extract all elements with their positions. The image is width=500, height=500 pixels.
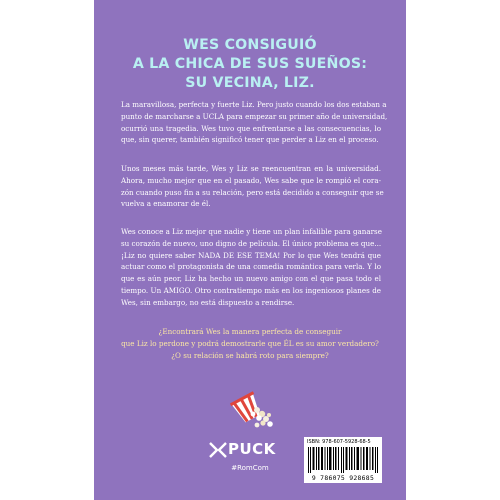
barcode-number: 9 786075 928685 [311, 474, 375, 482]
text-line: tiempo. Un AMIGO. Otro contratiempo más en los ingeniosos planes de [121, 285, 381, 295]
isbn-label: ISBN: 978-607-5928-68-5 [307, 439, 371, 445]
barcode-bars [308, 447, 378, 473]
tagline-line: WES CONSIGUIÓ [183, 37, 317, 53]
puck-logo-icon [209, 442, 227, 458]
closing-question [94, 326, 406, 362]
text-line: zón cuando puso fin a su relación, pero está decidido a conseguir que se [121, 187, 384, 197]
publisher-name: PUCK [228, 440, 276, 458]
question-line: ¿O su relación se habrá roto para siempre? [171, 351, 329, 360]
synopsis-paragraph-3 [121, 226, 381, 309]
tagline-line: SU VECINA, LIZ. [185, 75, 315, 91]
text-line: actuar como el protagonista de una comedia romántica para verla. Y lo [121, 262, 381, 272]
question-line: que Liz lo perdone y podrá demostrarle que ÉL es su amor verdadero? [121, 339, 379, 348]
tagline [94, 36, 406, 93]
text-line: que es aún peor, Liz ha hecho un nuevo amigo con el que pasa todo el [121, 274, 381, 284]
text-line: su corazón de nuevo, uno digno de película. El único problema es que... [121, 238, 382, 248]
text-line: Wes conoce a Liz mejor que nadie y tiene un plan infalible para ganarse [121, 227, 382, 236]
barcode [304, 437, 382, 483]
text-line: punto de marcharse a UCLA para empezar su primer año de universidad, [121, 111, 388, 121]
text-line: Ahora, mucho mejor que en el pasado, Wes sabe que le rompió el cora- [121, 175, 381, 185]
text-line: Wes, sin embargo, no está dispuesto a rendirse. [121, 297, 295, 307]
question-line: ¿Encontrará Wes la manera perfecta de conseguir [158, 327, 342, 336]
synopsis-paragraph-2 [121, 163, 384, 210]
back-cover [94, 0, 406, 500]
text-line: que, sin querer, también significó tener que perder a Liz en el proceso. [121, 135, 379, 145]
hashtag: #RomCom [231, 464, 269, 472]
synopsis-paragraph-1 [121, 99, 388, 146]
text-line: ocurrió una tragedia. Wes tuvo que enfrentarse a las consecuencias, lo [121, 123, 381, 133]
text-line: Unos meses más tarde, Wes y Liz se reencuentran en la universidad. [121, 164, 381, 173]
text-line: La maravillosa, perfecta y fuerte Liz. Pero justo cuando los dos estaban a [121, 100, 387, 109]
tagline-line: A LA CHICA DE SUS SUEÑOS: [132, 56, 368, 72]
text-line: vuelva a enamorar de él. [121, 199, 211, 209]
text-line: ¡Liz no quiere saber NADA DE ESE TEMA! Por lo que Wes tendrá que [121, 250, 381, 260]
popcorn-icon [229, 388, 277, 430]
